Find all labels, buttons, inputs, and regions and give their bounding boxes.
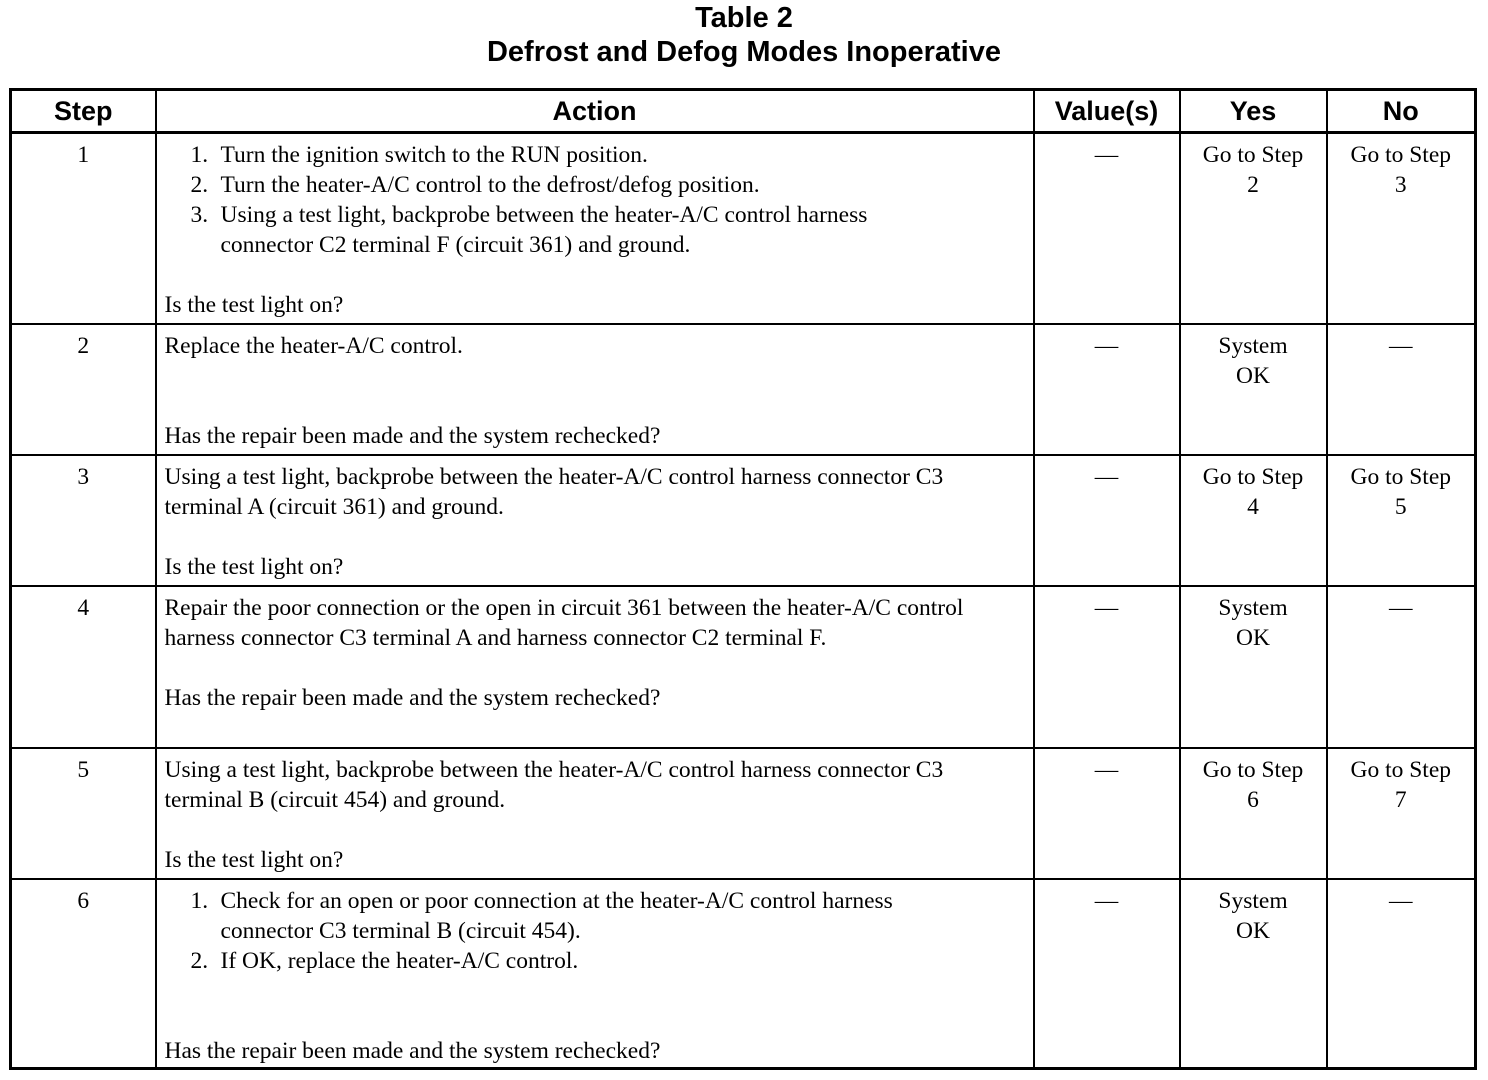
action-cell bbox=[156, 324, 1034, 455]
step-number: 3 bbox=[11, 455, 156, 586]
yes-cell: System OK bbox=[1180, 879, 1327, 1069]
action-step: 1. Turn the ignition switch to the RUN position. bbox=[190, 142, 648, 168]
action-text: Using a test light, backprobe between the heater-A/C control harness connector C3 terminal A (circuit 361) and ground. bbox=[164, 463, 944, 520]
value-cell: — bbox=[1034, 455, 1180, 586]
table-row bbox=[11, 455, 1476, 586]
action-cell bbox=[156, 586, 1034, 748]
table-row bbox=[11, 324, 1476, 455]
table-caption: Defrost and Defog Modes Inoperative bbox=[486, 36, 1001, 68]
action-question: Is the test light on? bbox=[164, 553, 344, 580]
value-cell: — bbox=[1034, 324, 1180, 455]
action-step: 2. Turn the heater-A/C control to the defrost/defog position. bbox=[190, 172, 760, 198]
value-cell: — bbox=[1034, 879, 1180, 1069]
step-number: 4 bbox=[11, 586, 156, 748]
yes-cell: System OK bbox=[1180, 586, 1327, 748]
action-question: Has the repair been made and the system rechecked? bbox=[164, 1037, 661, 1064]
action-question: Is the test light on? bbox=[164, 846, 344, 873]
yes-cell: Go to Step 6 bbox=[1180, 748, 1327, 879]
yes-cell: System OK bbox=[1180, 324, 1327, 455]
header-yes: Yes bbox=[1180, 90, 1327, 133]
action-text: Using a test light, backprobe between the heater-A/C control harness connector C3 terminal B (circuit 454) and ground. bbox=[164, 756, 944, 813]
header-values: Value(s) bbox=[1034, 90, 1180, 133]
no-cell: — bbox=[1327, 586, 1476, 748]
no-cell: Go to Step 3 bbox=[1327, 133, 1476, 324]
action-text: Replace the heater-A/C control. bbox=[164, 332, 463, 359]
value-cell: — bbox=[1034, 586, 1180, 748]
header-row bbox=[11, 90, 1476, 133]
step-number: 2 bbox=[11, 324, 156, 455]
action-cell bbox=[156, 455, 1034, 586]
table-title bbox=[0, 0, 1488, 69]
header-step: Step bbox=[11, 90, 156, 133]
yes-cell: Go to Step 4 bbox=[1180, 455, 1327, 586]
action-question: Has the repair been made and the system rechecked? bbox=[164, 684, 661, 711]
yes-cell: Go to Step 2 bbox=[1180, 133, 1327, 324]
no-cell: — bbox=[1327, 879, 1476, 1069]
action-cell bbox=[156, 133, 1034, 324]
action-steps bbox=[165, 886, 1029, 976]
table-number: Table 2 bbox=[695, 2, 793, 34]
no-cell: Go to Step 7 bbox=[1327, 748, 1476, 879]
action-steps bbox=[165, 140, 1029, 260]
header-no: No bbox=[1327, 90, 1476, 133]
step-number: 6 bbox=[11, 879, 156, 1069]
action-question: Has the repair been made and the system rechecked? bbox=[164, 422, 661, 449]
action-step: 3. Using a test light, backprobe between the heater-A/C control harness connector C2 terminal F (circuit 361) and ground. bbox=[190, 202, 868, 258]
no-cell: — bbox=[1327, 324, 1476, 455]
value-cell: — bbox=[1034, 748, 1180, 879]
action-cell bbox=[156, 879, 1034, 1069]
value-cell: — bbox=[1034, 133, 1180, 324]
action-step: 2. If OK, replace the heater-A/C control. bbox=[190, 947, 579, 974]
table-body bbox=[11, 133, 1476, 1069]
step-number: 1 bbox=[11, 133, 156, 324]
table-row bbox=[11, 133, 1476, 324]
header-action: Action bbox=[156, 90, 1034, 133]
table-row bbox=[11, 748, 1476, 879]
no-cell: Go to Step 5 bbox=[1327, 455, 1476, 586]
action-question: Is the test light on? bbox=[164, 292, 344, 318]
action-step: 1. Check for an open or poor connection at the heater-A/C control harness connector C3 terminal B (circuit 454). bbox=[190, 887, 893, 944]
action-cell bbox=[156, 748, 1034, 879]
table-row bbox=[11, 586, 1476, 748]
action-text: Repair the poor connection or the open in circuit 361 between the heater-A/C control harness connector C3 terminal A and harness connector C2 terminal F. bbox=[164, 594, 964, 651]
diagnostic-table bbox=[9, 88, 1477, 1070]
step-number: 5 bbox=[11, 748, 156, 879]
table-row bbox=[11, 879, 1476, 1069]
